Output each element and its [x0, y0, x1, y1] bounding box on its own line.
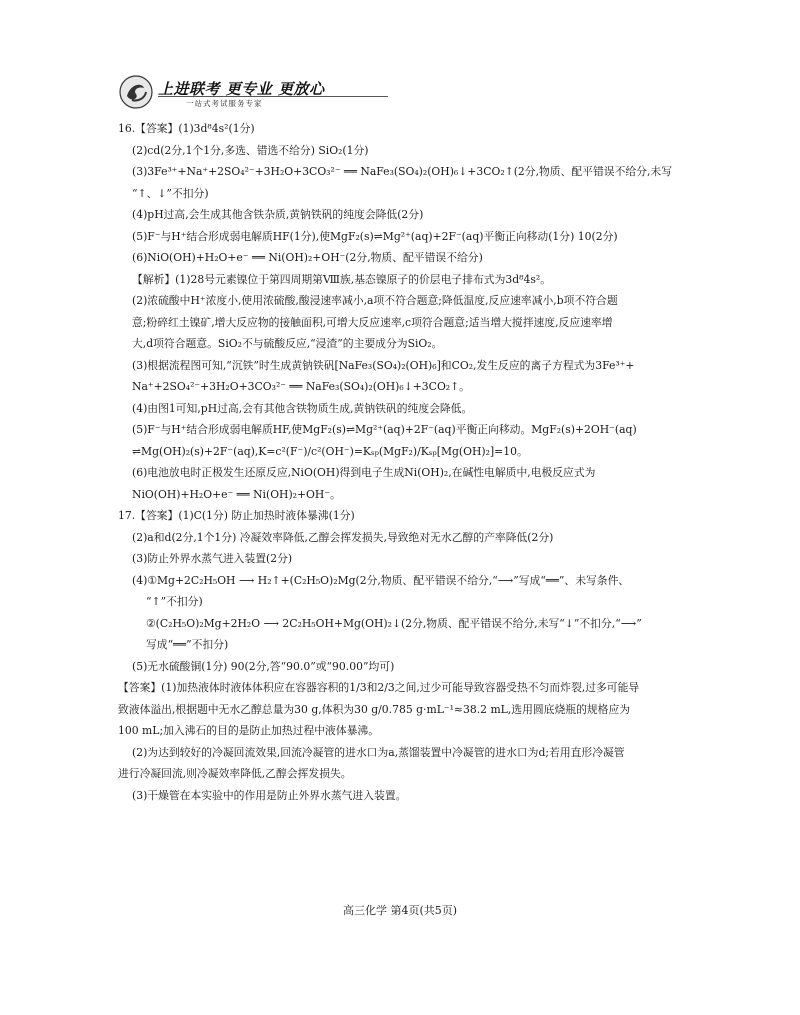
text-line: (6)电池放电时正极发生还原反应,NiO(OH)得到电子生成Ni(OH)₂,在碱性电解质中,电极反应式为 [132, 466, 596, 479]
text-line: (2)为达到较好的冷凝回流效果,回流冷凝管的进水口为a,蒸馏装置中冷凝管的进水口为d;若用直形冷凝管 [132, 745, 625, 759]
brand-title: 上进联考 更专业 更放心 [158, 80, 325, 98]
brand-subtitle: 一站式考试服务专家 [186, 99, 263, 108]
text-line: (2)a和d(2分,1个1分) 冷凝效率降低,乙醇会挥发损失,导致绝对无水乙醇的产率降低(2分) [132, 530, 554, 544]
brand-divider [158, 96, 388, 97]
text-line: (3)3Fe³⁺+Na⁺+2SO₄²⁻+3H₂O+3CO₃²⁻ ══ NaFe₃(SO₄)₂(OH)₆↓+3CO₂↑(2分,物质、配平错误不给分,未写 [132, 165, 672, 178]
text-line: 写成“══”不扣分) [146, 638, 229, 651]
text-line: “↑、↓”不扣分) [132, 186, 209, 200]
text-line: (5)F⁻与H⁺结合形成弱电解质HF,使MgF₂(s)⇌Mg²⁺(aq)+2F⁻(aq)平衡正向移动。MgF₂(s)+2OH⁻(aq) [132, 423, 637, 436]
text-line: ②(C₂H₅O)₂Mg+2H₂O ⟶ 2C₂H₅OH+Mg(OH)₂↓(2分,物质、配平错误不给分,未写“↓”不扣分,“⟶” [146, 616, 642, 630]
text-line: (3)根据流程图可知,“沉铁”时生成黄钠铁矾[NaFe₃(SO₄)₂(OH)₆]和CO₂,发生反应的离子方程式为3Fe³⁺+ [132, 358, 635, 372]
text-line: (4)①Mg+2C₂H₅OH ⟶ H₂↑+(C₂H₅O)₂Mg(2分,物质、配平错误不给分,“⟶”写成“══”、未写条件、 [132, 573, 630, 587]
text-line: 意;粉碎红土镍矿,增大反应物的接触面积,可增大反应速率,c项符合题意;适当增大搅拌速度,反应速率增 [132, 315, 613, 329]
text-line: ⇌Mg(OH)₂(s)+2F⁻(aq),K=c²(F⁻)/c²(OH⁻)=Kₛₚ(MgF₂)/Kₛₚ[Mg(OH)₂]=10。 [132, 444, 528, 458]
page-footer: 高三化学 第4页(共5页) [342, 904, 458, 917]
text-line: (2)浓硫酸中H⁺浓度小,使用浓硫酸,酸浸速率减小,a项不符合题意;降低温度,反应速率减小,b项不符合题 [132, 294, 618, 307]
text-line: (2)cd(2分,1个1分,多选、错选不给分) SiO₂(1分) [132, 143, 369, 157]
text-line: (4)pH过高,会生成其他含铁杂质,黄钠铁矾的纯度会降低(2分) [132, 208, 424, 221]
text-line: 致液体溢出,根据题中无水乙醇总量为30 g,体积为30 g/0.785 g·mL⁻¹≈38.2 mL,选用圆底烧瓶的规格应为 [118, 702, 631, 716]
text-line: (5)F⁻与H⁺结合形成弱电解质HF(1分),使MgF₂(s)⇌Mg²⁺(aq)+2F⁻(aq)平衡正向移动(1分) 10(2分) [132, 229, 618, 243]
text-line: (5)无水硫酸铜(1分) 90(2分,答“90.0”或“90.00”均可) [132, 659, 395, 673]
answer-content [118, 118, 692, 806]
text-line: 17.【答案】(1)C(1分) 防止加热时液体暴沸(1分) [118, 509, 355, 522]
brand-logo-icon [118, 74, 154, 110]
text-line: 【解析】(1)28号元素镍位于第四周期第Ⅷ族,基态镍原子的价层电子排布式为3d⁸4s²。 [132, 272, 552, 286]
header [118, 74, 418, 114]
text-line: NiO(OH)+H₂O+e⁻ ══ Ni(OH)₂+OH⁻。 [132, 487, 341, 501]
text-line: (3)干燥管在本实验中的作用是防止外界水蒸气进入装置。 [132, 788, 407, 802]
text-line: (6)NiO(OH)+H₂O+e⁻ ══ Ni(OH)₂+OH⁻(2分,物质、配平错误不给分) [132, 251, 483, 264]
text-line: 【答案】(1)加热液体时液体体积应在容器容积的1/3和2/3之间,过少可能导致容器受热不匀而炸裂,过多可能导 [118, 681, 640, 694]
text-line: Na⁺+2SO₄²⁻+3H₂O+3CO₃²⁻ ══ NaFe₃(SO₄)₂(OH)₆↓+3CO₂↑。 [132, 380, 470, 393]
text-line: 大,d项符合题意。SiO₂不与硫酸反应,“浸渣”的主要成分为SiO₂。 [132, 337, 443, 350]
text-line: 100 mL;加入沸石的目的是防止加热过程中液体暴沸。 [118, 724, 380, 737]
text-line: 进行冷凝回流,则冷凝效率降低,乙醇会挥发损失。 [118, 767, 352, 780]
text-line: 16.【答案】(1)3d⁸4s²(1分) [118, 122, 255, 135]
text-line: (4)由图1可知,pH过高,会有其他含铁物质生成,黄钠铁矾的纯度会降低。 [132, 401, 473, 415]
text-line: (3)防止外界水蒸气进入装置(2分) [132, 552, 293, 565]
text-line: “↑”不扣分) [146, 595, 203, 608]
